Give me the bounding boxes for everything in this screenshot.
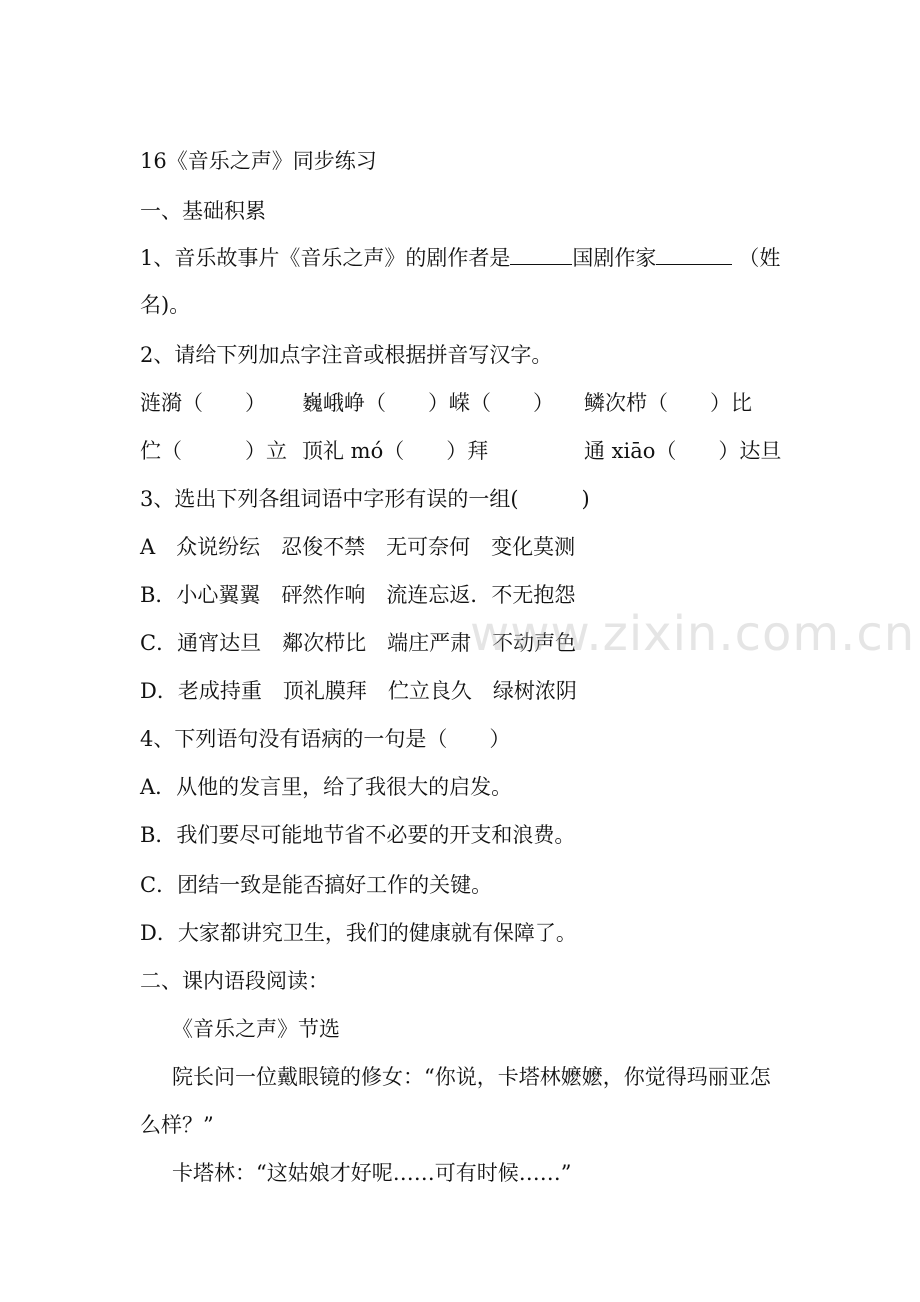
q1-blank-author (656, 244, 732, 265)
q1-blank-country (510, 244, 572, 265)
q3-option-d: D．老成持重 顶礼膜拜 伫立良久 绿树浓阴 (140, 679, 577, 703)
document-title: 16《音乐之声》同步练习 (140, 149, 377, 173)
q3-option-c: C．通宵达旦 鄰次栉比 端庄严肃 不动声色 (140, 631, 577, 655)
passage-paragraph-2: 卡塔林：“这姑娘才好呢……可有时候……” (172, 1161, 572, 1185)
q3-option-a: A 众说纷纭 忍俊不禁 无可奈何 变化莫测 (140, 535, 576, 559)
passage-heading: 《音乐之声》节选 (172, 1017, 340, 1041)
passage-paragraph-1-line-1: 院长问一位戴眼镜的修女：“你说，卡塔林嬷嬷，你觉得玛丽亚怎 (172, 1065, 771, 1089)
q2-item-zhuli: 伫（ ）立 (140, 439, 287, 463)
q2-item-zhengrong: 巍峨峥（ ）嵘（ ） (302, 391, 554, 415)
question-3-stem: 3、选出下列各组词语中字形有误的一组( ) (140, 487, 590, 511)
q4-option-d: D．大家都讲究卫生，我们的健康就有保障了。 (140, 921, 577, 945)
watermark: www.zixin.com.cn (470, 606, 916, 662)
q1-middle: 国剧作家 (572, 246, 657, 270)
section-heading-1: 一、基础积累 (140, 199, 266, 223)
q4-option-c: C．团结一致是能否搞好工作的关键。 (140, 873, 493, 897)
q3-option-b: B．小心翼翼 砰然作响 流连忘返．不无抱怨 (140, 583, 576, 607)
passage-paragraph-1-line-2: 么样？” (140, 1113, 214, 1137)
q2-item-lianyi: 涟漪（ ） (140, 391, 266, 415)
q2-item-mobai: 顶礼 mó（ ）拜 (302, 439, 489, 463)
section-heading-2: 二、课内语段阅读： (140, 969, 329, 993)
question-2-stem: 2、请给下列加点字注音或根据拼音写汉字。 (140, 343, 553, 367)
q2-item-tongxiao: 通 xiāo（ ）达旦 (584, 439, 782, 463)
question-4-stem: 4、下列语句没有语病的一句是（ ） (140, 727, 511, 751)
q4-option-a: A．从他的发言里，给了我很大的启发。 (140, 775, 513, 799)
q1-prefix: 1、音乐故事片《音乐之声》的剧作者是 (140, 246, 511, 270)
question-1-line-2: 名)。 (140, 293, 191, 317)
q4-option-b: B．我们要尽可能地节省不必要的开支和浪费。 (140, 823, 576, 847)
q2-item-linci: 鳞次栉（ ）比 (584, 391, 752, 415)
q1-suffix: （姓 (738, 246, 781, 270)
question-1-line-1 (140, 244, 780, 271)
